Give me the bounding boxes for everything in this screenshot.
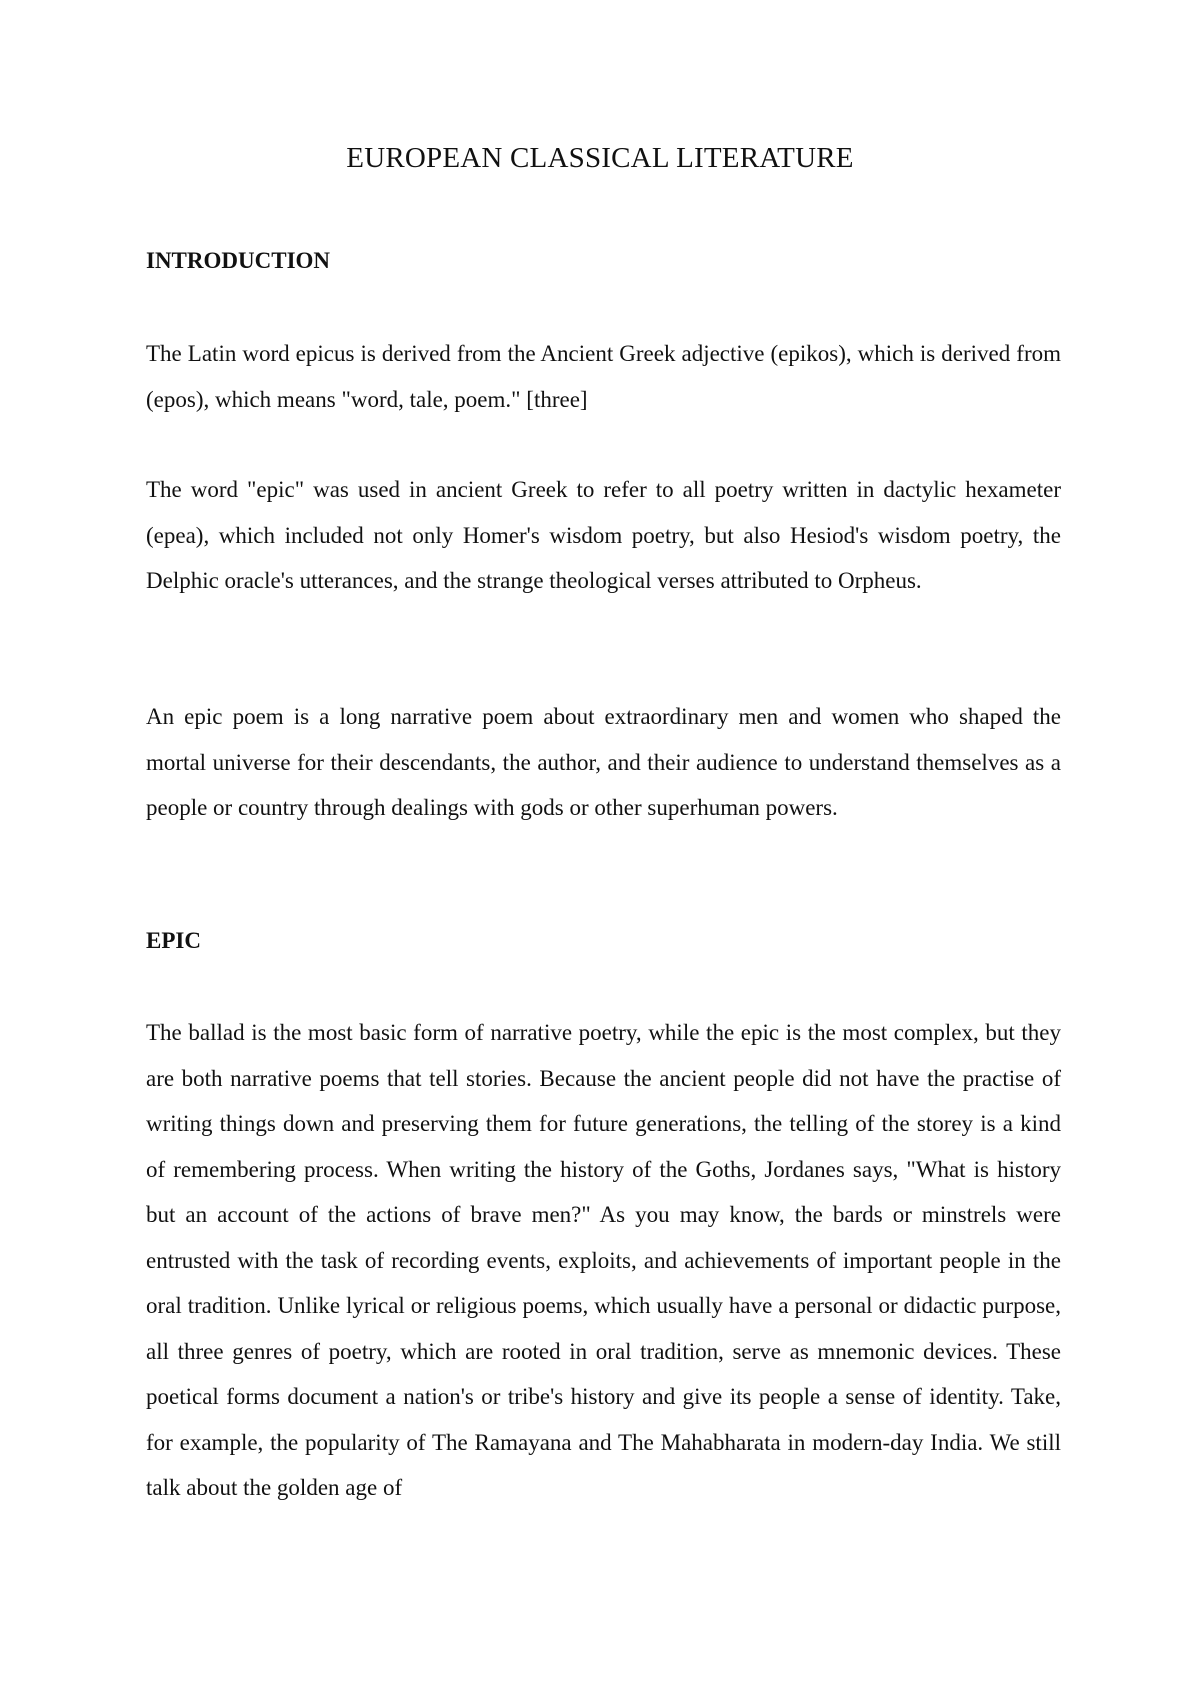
paragraph-ballad-and-epic: The ballad is the most basic form of narrative poetry, while the epic is the most complex, but they are both narrative poems that tell stories. Because the ancient people did not have the practise of writing things down and preserving them for future generations, the telling of the storey is a kind of remembering process. When writing the history of the Goths, Jordanes says, "What is history but an account of the actions of brave men?" As you may know, the bards or minstrels were entrusted with the task of recording events, exploits, and achievements of important people in the oral tradition. Unlike lyrical or religious poems, which usually have a personal or didactic purpose, all three genres of poetry, which are rooted in oral tradition, serve as mnemonic devices. These poetical forms document a nation's or tribe's history and give its people a sense of identity. Take, for example, the popularity of The Ramayana and The Mahabharata in modern-day India. We still talk about the golden age of: [146, 1020, 1061, 1500]
document-title: EUROPEAN CLASSICAL LITERATURE: [346, 142, 854, 174]
paragraph-epic-definition: An epic poem is a long narrative poem about extraordinary men and women who shaped the mortal universe for their descendants, the author, and their audience to understand themselves as a people or country through dealings with gods or other superhuman powers.: [146, 704, 1061, 820]
section-heading-introduction: INTRODUCTION: [146, 248, 331, 273]
section-heading-epic: EPIC: [146, 928, 201, 953]
paragraph-epicus-etymology: The Latin word epicus is derived from the Ancient Greek adjective (epikos), which is derived from (epos), which means "word, tale, poem." [three]: [146, 341, 1061, 412]
paragraph-epic-greek-usage: The word "epic" was used in ancient Greek to refer to all poetry written in dactylic hexameter (epea), which included not only Homer's wisdom poetry, but also Hesiod's wisdom poetry, the Delphic oracle's utterances, and the strange theological verses attributed to Orpheus.: [146, 477, 1061, 593]
